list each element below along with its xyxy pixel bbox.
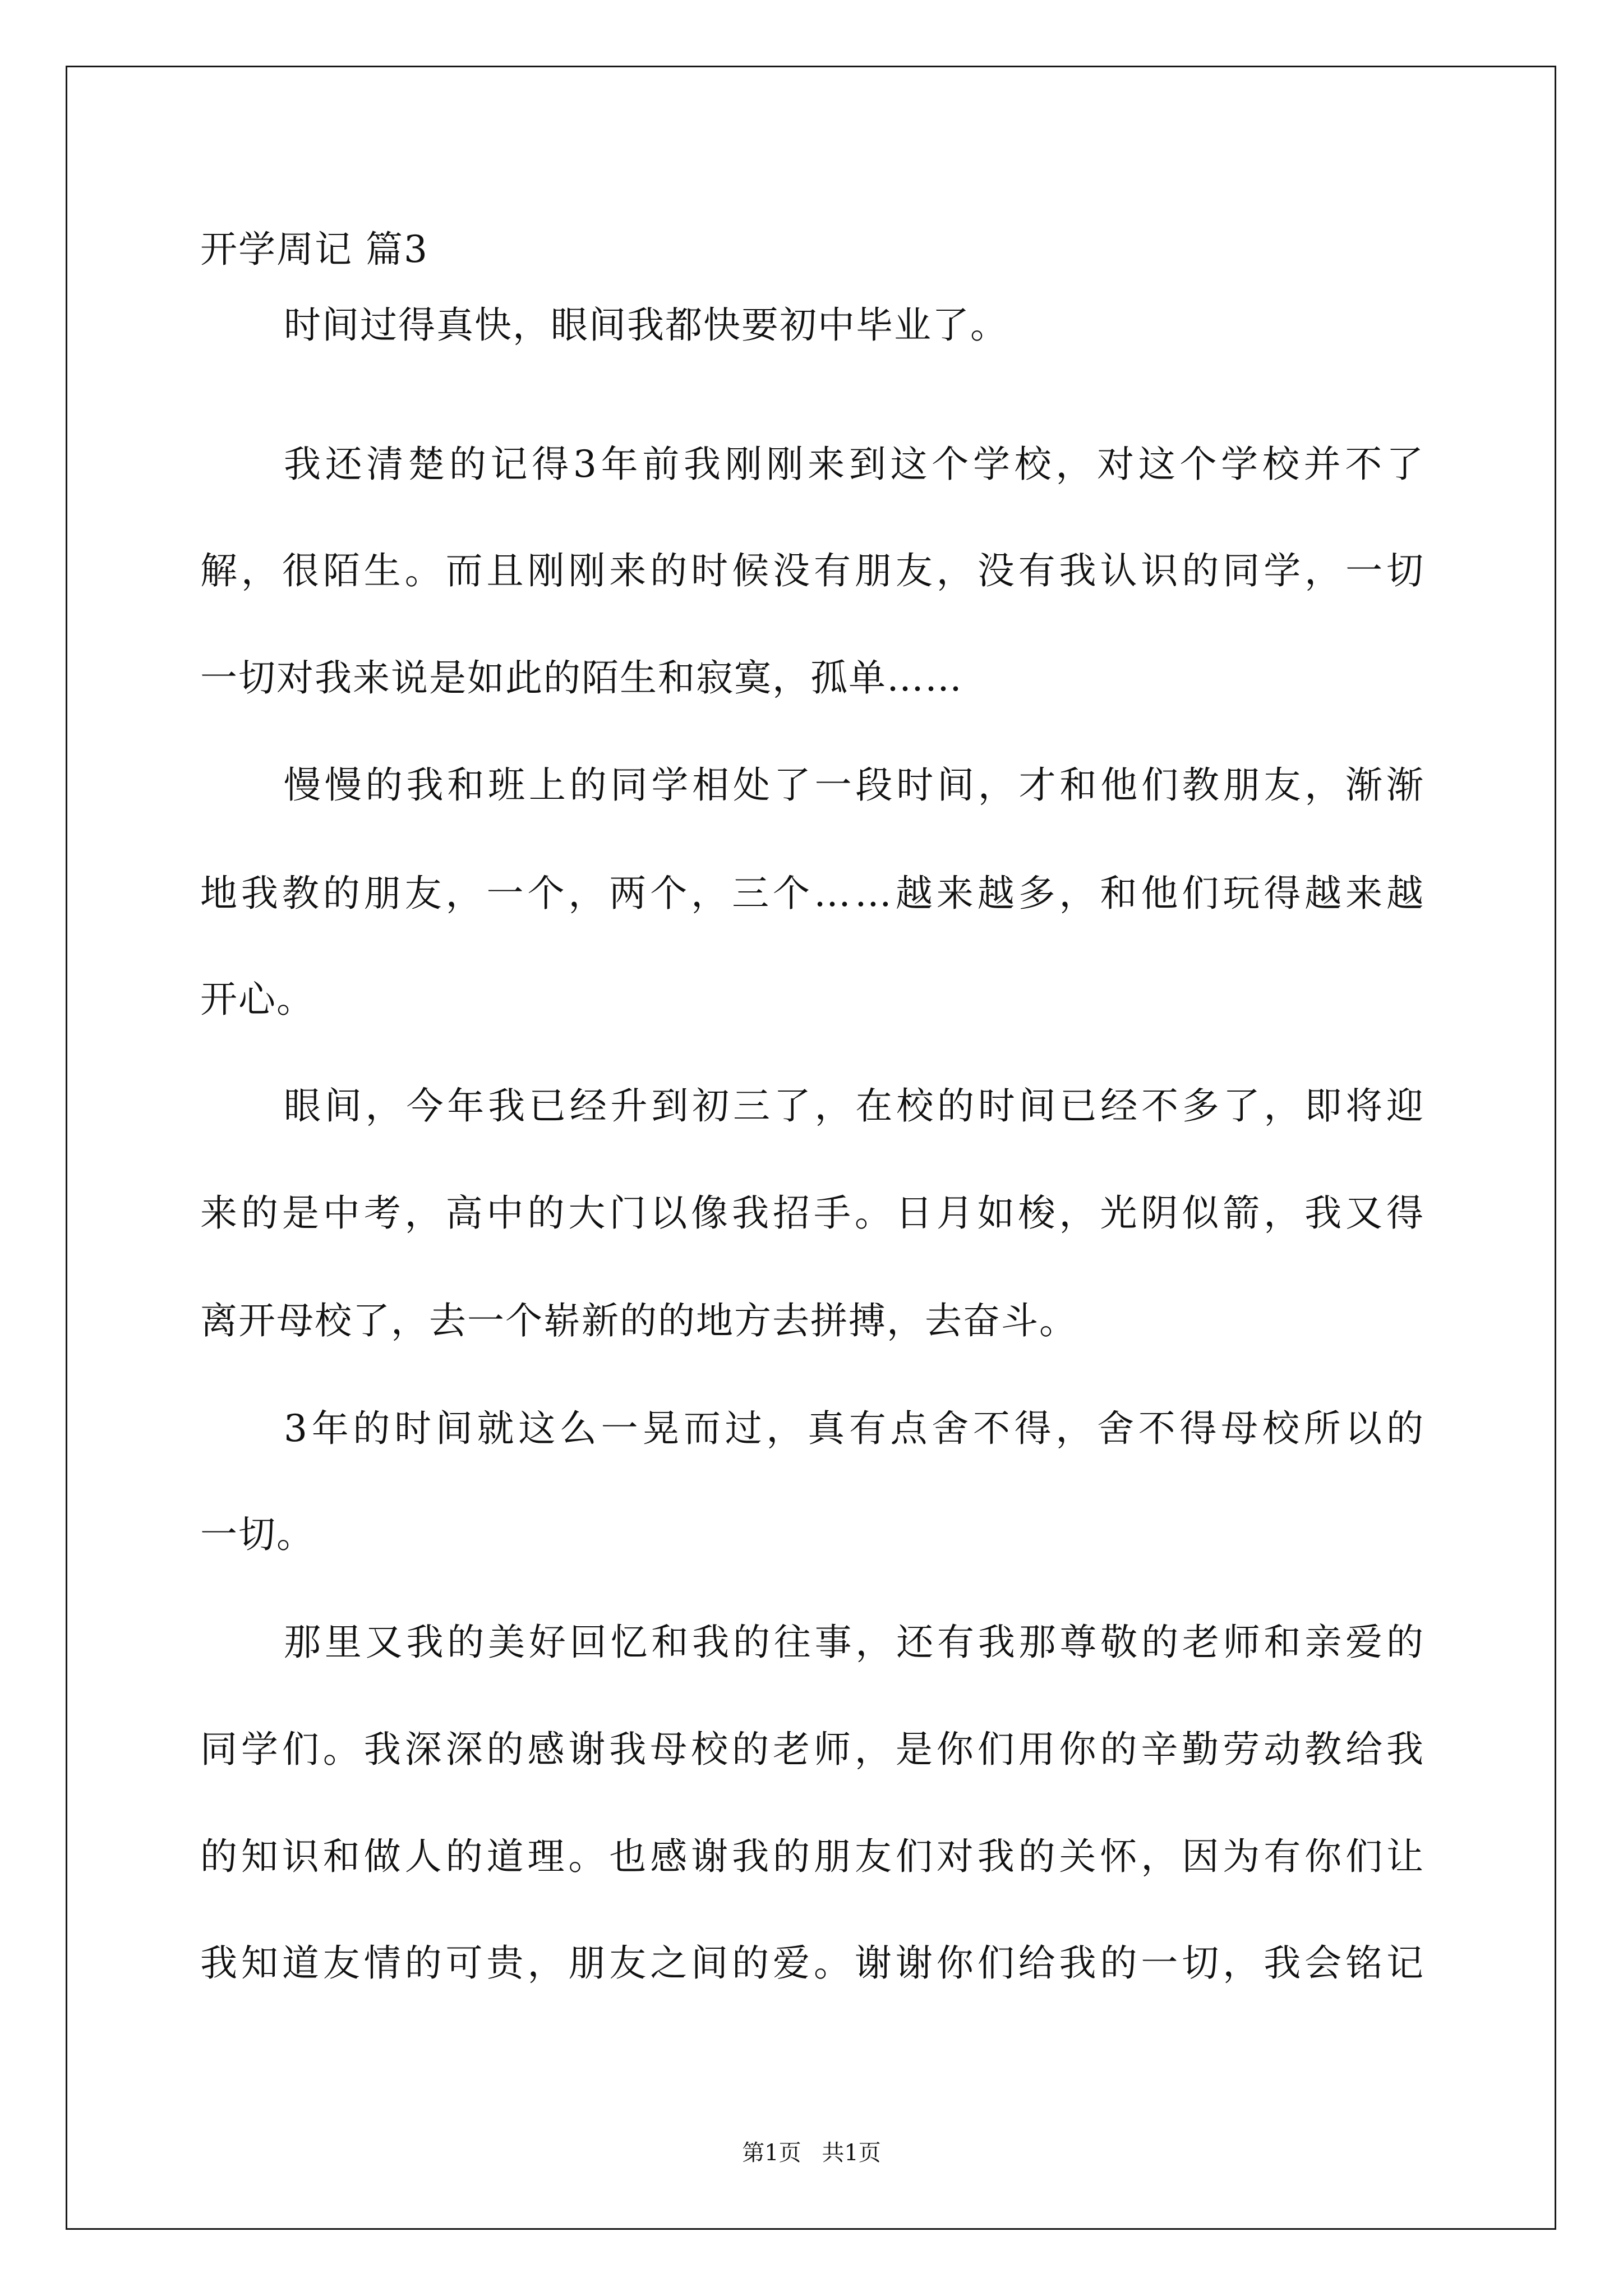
page-footer — [0, 2137, 1623, 2169]
paragraph-line: 那里又我的美好回忆和我的往事，还有我那尊敬的老师和亲爱的 — [284, 1621, 1427, 1664]
paragraph-line: 我知道友情的可贵，朋友之间的爱。谢谢你们给我的一切，我会铭记 — [200, 1941, 1427, 1985]
paragraph-line: 一切。 — [200, 1513, 315, 1556]
paragraph-line: 离开母校了，去一个崭新的的地方去拼搏，去奋斗。 — [200, 1299, 1077, 1342]
paragraph-line: 我还清楚的记得3年前我刚刚来到这个学校，对这个学校并不了 — [284, 443, 1428, 486]
page-number-total: 共1页 — [822, 2140, 881, 2166]
paragraph-line: 地我教的朋友，一个，两个，三个……越来越多，和他们玩得越来越 — [200, 872, 1427, 915]
paragraph-line: 慢慢的我和班上的同学相处了一段时间，才和他们教朋友，渐渐 — [284, 763, 1427, 807]
paragraph-line: 3年的时间就这么一晃而过，真有点舍不得，舍不得母校所以的 — [284, 1407, 1428, 1450]
page-border — [66, 66, 1556, 2230]
paragraph-line: 眼间，今年我已经升到初三了，在校的时间已经不多了，即将迎 — [284, 1084, 1427, 1128]
paragraph-line: 一切对我来说是如此的陌生和寂寞，孤单…… — [200, 656, 963, 700]
paragraph-line: 同学们。我深深的感谢我母校的老师，是你们用你的辛勤劳动教给我 — [200, 1728, 1427, 1771]
page-number-current: 第1页 — [742, 2140, 801, 2166]
paragraph-line: 来的是中考，高中的大门以像我招手。日月如梭，光阴似箭，我又得 — [200, 1191, 1427, 1235]
paragraph-line: 时间过得真快，眼间我都快要初中毕业了。 — [284, 303, 1008, 347]
paragraph-line: 开心。 — [200, 978, 315, 1021]
paragraph-line: 的知识和做人的道理。也感谢我的朋友们对我的关怀，因为有你们让 — [200, 1835, 1427, 1878]
paragraph-line: 解，很陌生。而且刚刚来的时候没有朋友，没有我认识的同学，一切 — [200, 549, 1427, 592]
document-title: 开学周记 篇3 — [200, 228, 428, 271]
